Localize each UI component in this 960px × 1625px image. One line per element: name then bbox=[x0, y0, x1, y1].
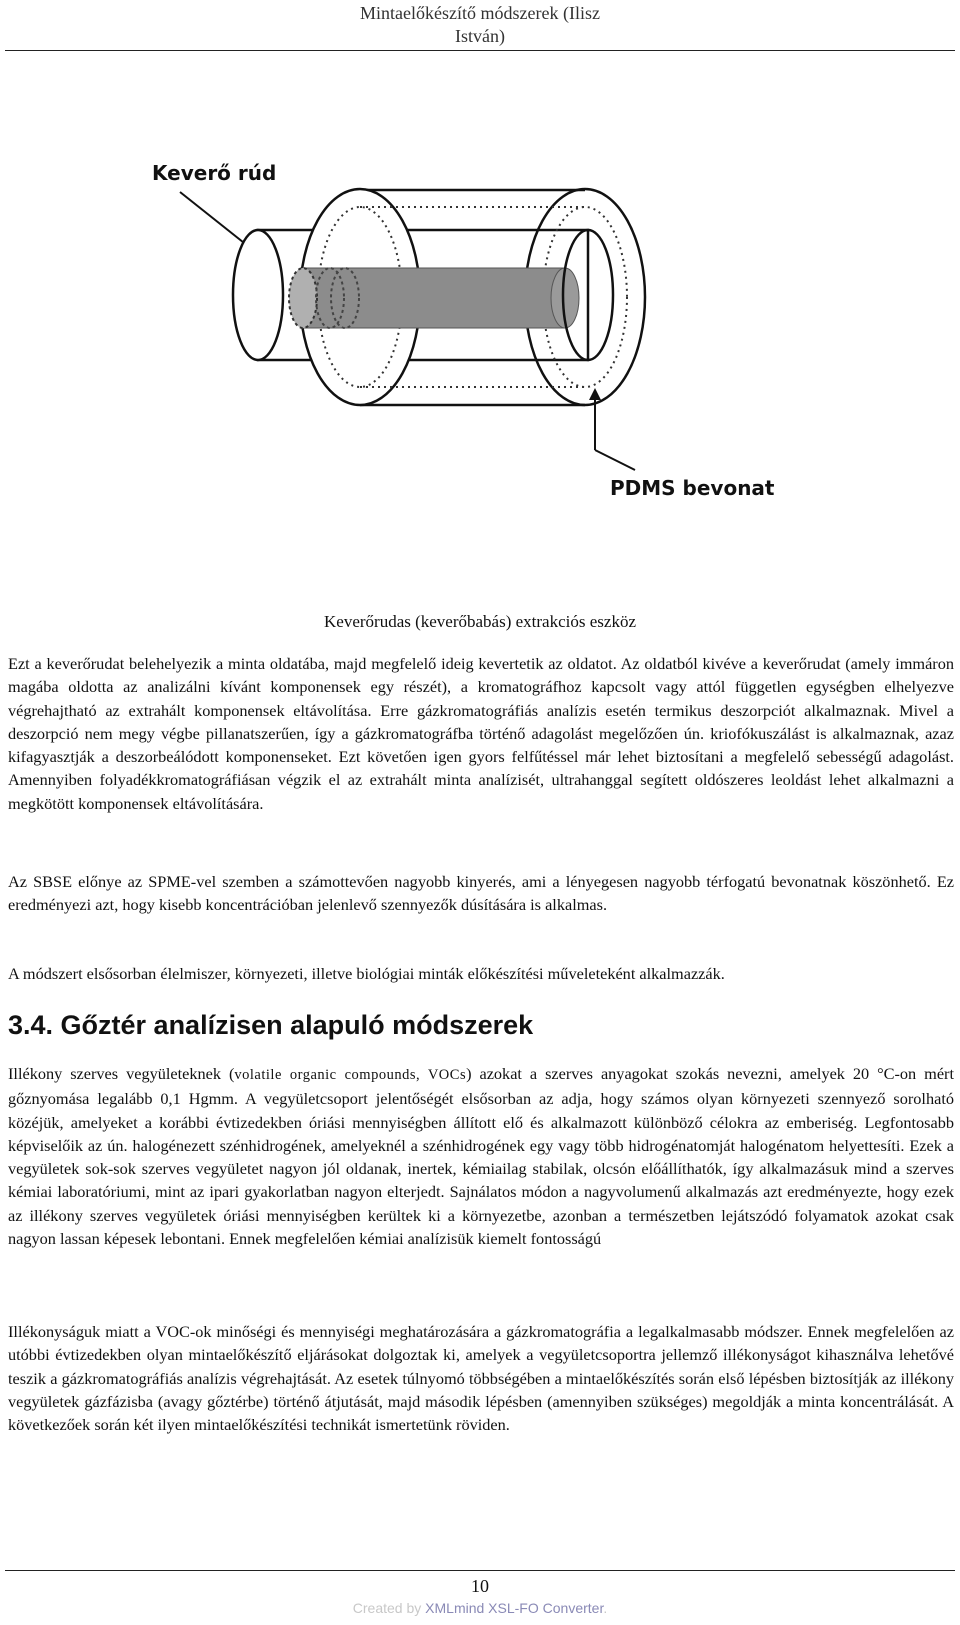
paragraph-1-text: Ezt a keverőrudat belehelyezik a minta oldatába, majd megfelelő ideig kevertetik az oldatot. Az oldatból kivéve a keverőrudat (amely immáron magába oldotta az analizálni kívánt komponensek egy részét), a kromatográfhoz kapcsolt vagy attól független egységben elhelyezve végrehajtható az extrahált komponensek eltávolítása. Erre gázkromatográfiás analízis esetén termikus deszorpciót alkalmaznak. Mivel a deszorpció nem megy végbe pillanatszerűen, így a gázkromatográfba történő adagolást megelőzően ún. kriofókuszálást is alkalmaznak, azaz kifagyasztják a deszorbeálódott komponenseket. Ezt követően igen gyors felfűtéssel már lehet biztosítani a megfelelő sebességű adagolást. Amennyiben folyadékkromatográfiásan végzik el az extrahált minta analízisét, ultrahanggal segített oldószeres leoldást lehet alkalmazni a megkötött komponensek eltávolítására. bbox=[8, 654, 954, 813]
footer-rule bbox=[5, 1570, 955, 1571]
running-header bbox=[0, 2, 960, 48]
paragraph-5 bbox=[8, 1320, 954, 1436]
generator-suffix: . bbox=[603, 1600, 608, 1616]
paragraph-4-part-a: Illékony szerves vegyületeknek ( bbox=[8, 1064, 235, 1083]
inner-tube-end bbox=[233, 230, 283, 360]
section-heading: 3.4. Gőztér analízisen alapuló módszerek bbox=[8, 1010, 534, 1040]
coating-pointer-arrowhead bbox=[589, 388, 601, 400]
paragraph-1 bbox=[8, 652, 954, 815]
figure-caption: Keverőrudas (keverőbabás) extrakciós eszköz bbox=[324, 612, 636, 631]
generator-note bbox=[0, 1600, 960, 1616]
generator-prefix: Created by bbox=[352, 1600, 426, 1616]
stir-bar-figure bbox=[140, 150, 800, 540]
vocs-term: volatile organic compounds, VOCs bbox=[234, 1067, 467, 1083]
magnetic-core-rod bbox=[303, 268, 565, 328]
paragraph-2-text: Az SBSE előnye az SPME-vel szemben a számottevően nagyobb kinyerés, ami a lényegesen nagyobb térfogatú bevonatnak köszönhető. Ez eredményezi azt, hogy kisebb koncentrációban jelenlevő szennyezők dúsítására is alkalmas. bbox=[8, 872, 954, 915]
coating-pointer-elbow bbox=[595, 450, 635, 470]
page-number: 10 bbox=[471, 1576, 489, 1596]
paragraph-2 bbox=[8, 870, 954, 917]
paragraph-4-text bbox=[8, 1062, 954, 1250]
header-line-1: Mintaelőkészítő módszerek (Ilisz bbox=[360, 3, 600, 23]
paragraph-4 bbox=[8, 1062, 954, 1250]
core-left-end bbox=[289, 268, 317, 328]
paragraph-3 bbox=[8, 962, 954, 985]
coating-label: PDMS bevonat bbox=[610, 476, 775, 500]
rod-label: Keverő rúd bbox=[152, 161, 277, 185]
generator-brand: XMLmind XSL-FO Converter bbox=[425, 1600, 604, 1616]
stir-bar-diagram bbox=[140, 150, 800, 540]
paragraph-3-text: A módszert elsősorban élelmiszer, környezeti, illetve biológiai minták előkészítési műveleteként alkalmazzák. bbox=[8, 964, 725, 983]
paragraph-5-text: Illékonyságuk miatt a VOC-ok minőségi és mennyiségi meghatározására a gázkromatográfia a legalkalmasabb módszer. Ennek megfelelően az utóbbi évtizedekben olyan mintaelőkészítő eljárásokat dolgoztak ki, amelyek a vegyületcsoportra jellemző illékonyságot kihasználva lehetővé teszik a gázkromatográfiás analízis végrehajtását. Az esetek túlnyomó többségében a mintaelőkészítés során első lépésben biztosítják az illékony vegyületek gázfázisba (avagy gőztérbe) történő átjutását, majd második lépésben (amennyiben szükséges) megoldják a minta koncentrálását. A következőek során két ilyen mintaelőkészítési technikát ismertetünk röviden. bbox=[8, 1322, 954, 1435]
header-rule bbox=[5, 50, 955, 51]
paragraph-4-part-b: ) azokat a szerves anyagokat szokás nevezni, amelyek 20 °C-on mért gőznyomása legalább 0,1 Hgmm. A vegyületcsoport jelentőségét elsősorban az adja, hogy számos olyan környezeti szennyező sorolható közéjük, amelyeket a korábbi évtizedekben óriási mennyiségben állított elő és alkalmazott különböző célokra az emberiség. Legfontosabb képviselőik az ún. halogénezett szénhidrogének, amelyeknél a szénhidrogének egy vagy több hidrogénatomját halogénatom helyettesíti. Ezek a vegyületek sok-sok szerves vegyületet nagyon jól oldanak, inertek, kémiailag stabilak, olcsón előállíthatók, így alkalmazásuk mind a szerves kémiai laboratóriumi, mint az ipari gyakorlatban nagyon elterjedt. Sajnálatos módon a nagyvolumenű alkalmazás azt eredményezte, hogy ezek az illékony szerves vegyületek óriási mennyiségben kerültek ki a környezetbe, azonban a természetben lejátszódó folyamatok azokat csak nagyon lassan képesek lebontani. Ennek megfelelően kémiai analízisük kiemelt fontosságú bbox=[8, 1064, 954, 1249]
header-line-2: István) bbox=[455, 26, 505, 46]
